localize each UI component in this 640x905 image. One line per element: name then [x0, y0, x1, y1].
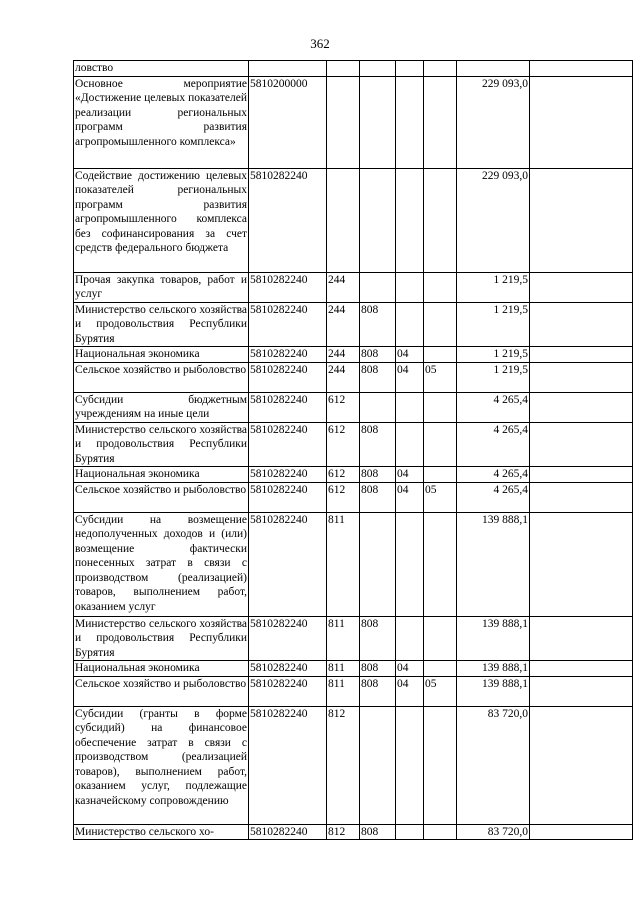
row-ministry-code-cell: 808 — [360, 347, 396, 363]
row-section-cell: 04 — [396, 467, 424, 483]
row-name-cell: Прочая закупка товаров, работ и услуг — [75, 273, 247, 300]
row-expense-type-cell — [327, 168, 360, 272]
row-expense-type-cell: 612 — [327, 482, 360, 512]
row-ministry-code-cell: 808 — [360, 661, 396, 677]
row-name-cell: Сельское хозяйство и рыболовство — [74, 482, 249, 512]
row-section-cell — [396, 706, 424, 824]
table-row — [74, 467, 633, 483]
row-name-cell: ловство — [74, 61, 249, 77]
row-expense-type-cell: 244 — [327, 302, 360, 347]
row-subsection-cell: 05 — [424, 482, 457, 512]
row-amount-cell: 229 093,0 — [457, 76, 530, 168]
row-expense-type-cell: 811 — [327, 616, 360, 661]
row-expense-type-cell: 812 — [327, 824, 360, 840]
row-section-cell: 04 — [396, 362, 424, 392]
row-amount-cell — [457, 61, 530, 77]
row-subsection-cell: 05 — [424, 362, 457, 392]
table-row — [74, 392, 633, 422]
table-row — [74, 824, 633, 840]
row-code-cell: 5810282240 — [249, 824, 327, 840]
table-row — [74, 362, 633, 392]
row-amount-cell: 1 219,5 — [457, 272, 530, 302]
row-section-cell — [396, 824, 424, 840]
row-name-cell: Содействие достижению целевых показателей региональных программ развития агропромышленного комплекса без софинансирования за счет средств федерального бюджета — [74, 168, 249, 272]
row-code-cell: 5810282240 — [249, 661, 327, 677]
row-subsection-cell: 05 — [424, 676, 457, 706]
row-empty-cell — [530, 706, 633, 824]
row-amount-cell: 4 265,4 — [457, 482, 530, 512]
row-section-cell — [396, 422, 424, 467]
row-amount-cell: 139 888,1 — [457, 616, 530, 661]
row-expense-type-cell: 812 — [327, 706, 360, 824]
row-code-cell: 5810282240 — [249, 482, 327, 512]
row-section-cell: 04 — [396, 347, 424, 363]
row-ministry-code-cell — [360, 272, 396, 302]
row-ministry-code-cell: 808 — [360, 362, 396, 392]
row-expense-type-cell: 244 — [327, 362, 360, 392]
row-expense-type-cell: 244 — [327, 272, 360, 302]
row-empty-cell — [530, 512, 633, 616]
row-code-cell: 5810282240 — [249, 362, 327, 392]
row-expense-type-cell — [327, 61, 360, 77]
row-code-cell: 5810282240 — [249, 616, 327, 661]
row-empty-cell — [530, 76, 633, 168]
table-row — [74, 616, 633, 661]
row-subsection-cell — [424, 272, 457, 302]
row-section-cell — [396, 392, 424, 422]
row-empty-cell — [530, 824, 633, 840]
row-section-cell — [396, 61, 424, 77]
row-name-cell: Сельское хозяйство и рыболовство — [74, 362, 249, 392]
row-amount-cell: 4 265,4 — [457, 467, 530, 483]
row-expense-type-cell: 244 — [327, 347, 360, 363]
row-expense-type-cell: 612 — [327, 467, 360, 483]
row-empty-cell — [530, 392, 633, 422]
table-row — [74, 422, 633, 467]
row-empty-cell — [530, 347, 633, 363]
row-code-cell: 5810282240 — [249, 676, 327, 706]
row-ministry-code-cell: 808 — [360, 302, 396, 347]
table-row — [74, 661, 633, 677]
row-amount-cell: 139 888,1 — [457, 661, 530, 677]
row-subsection-cell — [424, 467, 457, 483]
row-section-cell — [396, 512, 424, 616]
table-row — [74, 706, 633, 824]
row-section-cell: 04 — [396, 661, 424, 677]
row-subsection-cell — [424, 706, 457, 824]
row-ministry-code-cell: 808 — [360, 676, 396, 706]
table-row — [74, 676, 633, 706]
row-subsection-cell — [424, 347, 457, 363]
row-section-cell — [396, 76, 424, 168]
row-name-cell: Министерство сельского хо- — [74, 824, 249, 840]
row-code-cell: 5810282240 — [249, 302, 327, 347]
row-code-cell: 5810282240 — [249, 272, 327, 302]
row-amount-cell: 139 888,1 — [457, 512, 530, 616]
row-empty-cell — [530, 616, 633, 661]
row-expense-type-cell: 811 — [327, 512, 360, 616]
row-amount-cell: 83 720,0 — [457, 824, 530, 840]
row-name-cell: Национальная экономика — [74, 661, 249, 677]
row-name-cell: Министерство сельского хозяйства и продовольствия Республики Бурятия — [75, 303, 247, 345]
row-expense-type-cell — [327, 76, 360, 168]
row-ministry-code-cell — [360, 392, 396, 422]
row-section-cell — [396, 272, 424, 302]
row-code-cell: 5810282240 — [249, 168, 327, 272]
row-code-cell: 5810282240 — [249, 392, 327, 422]
row-section-cell — [396, 616, 424, 661]
row-subsection-cell — [424, 302, 457, 347]
row-ministry-code-cell — [360, 61, 396, 77]
row-ministry-code-cell — [360, 706, 396, 824]
table-row — [74, 482, 633, 512]
row-ministry-code-cell: 808 — [360, 422, 396, 467]
row-code-cell: 5810282240 — [249, 347, 327, 363]
row-amount-cell: 139 888,1 — [457, 676, 530, 706]
row-subsection-cell — [424, 392, 457, 422]
row-empty-cell — [530, 168, 633, 272]
row-name-cell: Субсидии на возмещение недополученных доходов и (или) возмещение фактически понесенных затрат в связи с производством (реализацией) товаров, выполнением работ, оказанием услуг — [74, 512, 249, 616]
row-name-cell: Министерство сельского хозяйства и продовольствия Республики Бурятия — [75, 617, 247, 659]
row-amount-cell: 83 720,0 — [457, 706, 530, 824]
row-code-cell: 5810282240 — [249, 512, 327, 616]
row-amount-cell: 1 219,5 — [457, 302, 530, 347]
row-section-cell: 04 — [396, 676, 424, 706]
row-expense-type-cell: 612 — [327, 422, 360, 467]
budget-table — [73, 60, 633, 840]
row-empty-cell — [530, 467, 633, 483]
row-name-cell: Национальная экономика — [74, 467, 249, 483]
row-code-cell: 5810282240 — [249, 467, 327, 483]
row-empty-cell — [530, 61, 633, 77]
row-section-cell: 04 — [396, 482, 424, 512]
row-subsection-cell — [424, 616, 457, 661]
row-code-cell — [249, 61, 327, 77]
row-ministry-code-cell — [360, 168, 396, 272]
row-empty-cell — [530, 661, 633, 677]
row-amount-cell: 1 219,5 — [457, 347, 530, 363]
table-row — [74, 168, 633, 272]
row-subsection-cell — [424, 61, 457, 77]
row-name-cell: Основное мероприятие «Достижение целевых показателей реализации региональных программ развития агропромышленного комплекса» — [74, 76, 249, 168]
table-row — [74, 61, 633, 77]
row-ministry-code-cell: 808 — [360, 467, 396, 483]
page-number: 362 — [310, 36, 330, 51]
table-row — [74, 272, 633, 302]
row-empty-cell — [530, 302, 633, 347]
row-amount-cell: 4 265,4 — [457, 422, 530, 467]
row-ministry-code-cell — [360, 512, 396, 616]
row-amount-cell: 4 265,4 — [457, 392, 530, 422]
row-name-cell: Министерство сельского хозяйства и продовольствия Республики Бурятия — [75, 423, 247, 465]
row-code-cell: 5810282240 — [249, 422, 327, 467]
row-code-cell: 5810282240 — [249, 706, 327, 824]
table-row — [74, 347, 633, 363]
row-subsection-cell — [424, 512, 457, 616]
row-name-cell: Субсидии бюджетным учреждениям на иные цели — [75, 393, 247, 420]
table-row — [74, 76, 633, 168]
row-subsection-cell — [424, 76, 457, 168]
row-amount-cell: 1 219,5 — [457, 362, 530, 392]
table-body — [74, 61, 633, 840]
row-subsection-cell — [424, 422, 457, 467]
row-code-cell: 5810200000 — [249, 76, 327, 168]
row-empty-cell — [530, 482, 633, 512]
row-name-cell: Сельское хозяйство и рыболовство — [74, 676, 249, 706]
row-subsection-cell — [424, 824, 457, 840]
row-section-cell — [396, 168, 424, 272]
row-name-cell: Национальная экономика — [74, 347, 249, 363]
row-ministry-code-cell — [360, 76, 396, 168]
row-subsection-cell — [424, 661, 457, 677]
row-ministry-code-cell: 808 — [360, 616, 396, 661]
row-expense-type-cell: 811 — [327, 661, 360, 677]
row-ministry-code-cell: 808 — [360, 482, 396, 512]
row-empty-cell — [530, 272, 633, 302]
table-row — [74, 512, 633, 616]
row-empty-cell — [530, 422, 633, 467]
row-ministry-code-cell: 808 — [360, 824, 396, 840]
row-empty-cell — [530, 362, 633, 392]
row-subsection-cell — [424, 168, 457, 272]
table-row — [74, 302, 633, 347]
row-section-cell — [396, 302, 424, 347]
row-expense-type-cell: 811 — [327, 676, 360, 706]
row-expense-type-cell: 612 — [327, 392, 360, 422]
row-empty-cell — [530, 676, 633, 706]
row-name-cell: Субсидии (гранты в форме субсидий) на финансовое обеспечение затрат в связи с производством (реализацией товаров), выполнением работ, оказанием услуг, подлежащие казначейскому сопровождению — [74, 706, 249, 824]
row-amount-cell: 229 093,0 — [457, 168, 530, 272]
